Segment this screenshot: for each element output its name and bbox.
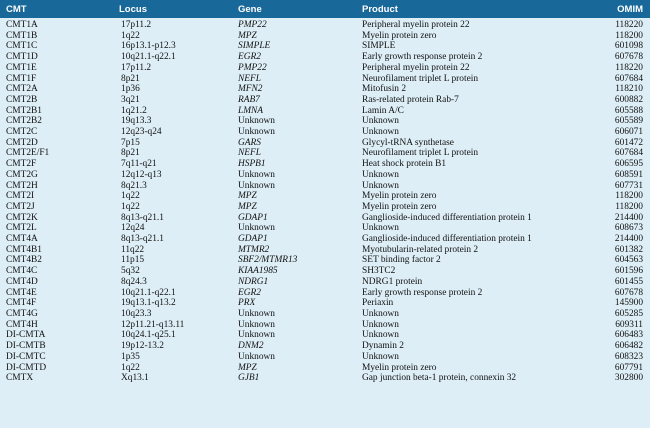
table-row (0, 330, 650, 341)
cmt-cell: CMT4C (6, 266, 38, 277)
cmt-cell: CMT2B1 (6, 105, 42, 116)
cmt-cell: CMT1E (6, 62, 37, 73)
table-row (0, 95, 650, 106)
gene-cell: GDAP1 (238, 212, 268, 223)
locus-cell: 10q21.1-q22.1 (121, 52, 176, 63)
gene-cell: GDAP1 (238, 234, 268, 245)
locus-cell: 12q24 (121, 223, 145, 234)
locus-cell: 8p21 (121, 73, 140, 84)
locus-cell: 12q23-q24 (121, 127, 162, 138)
table-row (0, 245, 650, 256)
gene-cell: EGR2 (238, 287, 261, 298)
locus-cell: 12p11.21-q13.11 (121, 319, 185, 330)
table-row (0, 170, 650, 181)
omim-cell: 606482 (614, 341, 643, 352)
omim-cell: 608673 (614, 223, 643, 234)
table-row (0, 191, 650, 202)
table-row (0, 138, 650, 149)
product-cell: Myelin protein zero (362, 30, 437, 41)
table-row (0, 74, 650, 85)
cmt-cell: CMT4E (6, 287, 37, 298)
locus-cell: 10q23.3 (121, 308, 152, 319)
locus-cell: 11q22 (121, 244, 145, 255)
cmt-cell: CMT2K (6, 212, 38, 223)
cmt-cell: CMT4H (6, 319, 38, 330)
gene-cell: GJB1 (238, 373, 260, 384)
gene-cell: SBF2/MTMR13 (238, 255, 298, 266)
product-cell: Myelin protein zero (362, 201, 437, 212)
cmt-cell: CMT1F (6, 73, 37, 84)
product-cell: Peripheral myelin protein 22 (362, 62, 470, 73)
gene-cell: Unknown (238, 127, 275, 138)
locus-cell: 16p13.1-p12.3 (121, 41, 176, 52)
product-cell: Early growth response protein 2 (362, 287, 483, 298)
locus-cell: 17p11.2 (121, 62, 152, 73)
gene-cell: RAB7 (238, 94, 260, 105)
table-row (0, 31, 650, 42)
product-cell: Ras-related protein Rab-7 (362, 94, 459, 105)
table-row (0, 277, 650, 288)
product-cell: Gap junction beta-1 protein, connexin 32 (362, 373, 517, 384)
locus-cell: 1p36 (121, 84, 140, 95)
omim-cell: 608591 (614, 169, 643, 180)
locus-cell: 10q21.1-q22.1 (121, 287, 176, 298)
cmt-cell: CMT4B1 (6, 244, 42, 255)
locus-cell: 11p15 (121, 255, 145, 266)
omim-cell: 601472 (614, 137, 643, 148)
gene-cell: Unknown (238, 308, 275, 319)
product-cell: Myelin protein zero (362, 191, 437, 202)
table-row (0, 223, 650, 234)
cmt-cell: CMT4G (6, 308, 38, 319)
product-cell: Neurofilament triplet L protein (362, 148, 479, 159)
omim-cell: 604563 (614, 255, 643, 266)
product-cell: Unknown (362, 223, 399, 234)
locus-cell: 8q21.3 (121, 180, 147, 191)
table-row (0, 84, 650, 95)
cmt-cell: DI-CMTA (6, 330, 46, 341)
table-row (0, 320, 650, 331)
locus-cell: 5q32 (121, 266, 140, 277)
cmt-cell: CMT2C (6, 127, 38, 138)
omim-cell: 302800 (614, 373, 643, 384)
gene-cell: MPZ (238, 362, 257, 373)
table-row (0, 255, 650, 266)
cmt-cell: CMT4B2 (6, 255, 42, 266)
product-cell: Myelin protein zero (362, 362, 437, 373)
gene-cell: PRX (238, 298, 256, 309)
cmt-cell: CMT2J (6, 201, 35, 212)
header-cmt: CMT (0, 0, 119, 18)
gene-cell: NEFL (238, 73, 261, 84)
header-gene: Gene (238, 0, 362, 18)
cmt-cell: CMT4D (6, 276, 38, 287)
cmt-cell: CMT2B (6, 94, 38, 105)
product-cell: Unknown (362, 169, 399, 180)
table-row (0, 341, 650, 352)
locus-cell: 1q21.2 (121, 105, 147, 116)
omim-cell: 600882 (614, 94, 643, 105)
product-cell: Heat shock protein B1 (362, 159, 447, 170)
table-row (0, 309, 650, 320)
gene-cell: GARS (238, 137, 261, 148)
locus-cell: 8p21 (121, 148, 140, 159)
gene-cell: PMP22 (238, 20, 267, 30)
omim-cell: 605588 (614, 105, 643, 116)
cmt-cell: CMT4F (6, 298, 37, 309)
locus-cell: 17p11.2 (121, 20, 152, 30)
cmt-cell: CMT2G (6, 169, 38, 180)
omim-cell: 214400 (614, 234, 643, 245)
product-cell: Neurofilament triplet L protein (362, 73, 479, 84)
omim-cell: 607731 (614, 180, 643, 191)
locus-cell: 1q22 (121, 362, 140, 373)
table-row (0, 181, 650, 192)
omim-cell: 606071 (614, 127, 643, 138)
omim-cell: 118220 (615, 62, 643, 73)
header-omim: OMIM (598, 0, 650, 18)
table-row (0, 116, 650, 127)
omim-cell: 118200 (615, 30, 643, 41)
header-row (0, 0, 650, 18)
locus-cell: 10q24.1-q25.1 (121, 330, 176, 341)
product-cell: Ganglioside-induced differentiation protein 1 (362, 234, 532, 245)
product-cell: SIMPLE (362, 41, 396, 52)
cmt-cell: CMTX (6, 373, 34, 384)
locus-cell: 7q11-q21 (121, 159, 157, 170)
product-cell: Unknown (362, 319, 399, 330)
gene-cell: Unknown (238, 223, 275, 234)
cmt-cell: CMT1A (6, 20, 38, 30)
table-row (0, 352, 650, 363)
omim-cell: 607684 (614, 73, 643, 84)
header-product: Product (362, 0, 598, 18)
omim-cell: 601455 (614, 276, 643, 287)
table-row (0, 148, 650, 159)
gene-cell: NEFL (238, 148, 261, 159)
product-cell: Early growth response protein 2 (362, 52, 483, 63)
cmt-cell: CMT2A (6, 84, 38, 95)
cmt-cell: DI-CMTB (6, 341, 46, 352)
locus-cell: Xq13.1 (121, 373, 149, 384)
product-cell: Lamin A/C (362, 105, 404, 116)
locus-cell: 19q13.1-q13.2 (121, 298, 176, 309)
table-header (0, 0, 650, 18)
product-cell: Unknown (362, 351, 399, 362)
table-row (0, 266, 650, 277)
product-cell: Peripheral myelin protein 22 (362, 20, 470, 30)
table-row (0, 363, 650, 374)
header-locus: Locus (119, 0, 238, 18)
locus-cell: 8q13-q21.1 (121, 212, 164, 223)
omim-cell: 608323 (614, 351, 643, 362)
cmt-cell: CMT4A (6, 234, 38, 245)
gene-cell: NDRG1 (238, 276, 269, 287)
omim-cell: 118210 (615, 84, 643, 95)
gene-cell: Unknown (238, 319, 275, 330)
table-row (0, 234, 650, 245)
table-row (0, 127, 650, 138)
omim-cell: 118220 (615, 20, 643, 30)
cmt-cell: CMT1B (6, 30, 38, 41)
locus-cell: 1q22 (121, 30, 140, 41)
gene-cell: MPZ (238, 191, 257, 202)
product-cell: Periaxin (362, 298, 394, 309)
gene-cell: MPZ (238, 201, 257, 212)
cmt-cell: CMT2L (6, 223, 37, 234)
gene-cell: Unknown (238, 116, 275, 127)
omim-cell: 609311 (615, 319, 643, 330)
omim-cell: 605285 (614, 308, 643, 319)
table-row (0, 63, 650, 74)
product-cell: Mitofusin 2 (362, 84, 407, 95)
locus-cell: 7p15 (121, 137, 140, 148)
table-body (0, 18, 650, 384)
table-row (0, 18, 650, 31)
omim-cell: 145900 (614, 298, 643, 309)
cmt-cell: CMT2E/F1 (6, 148, 50, 159)
product-cell: Unknown (362, 127, 399, 138)
gene-cell: Unknown (238, 330, 275, 341)
locus-cell: 3q21 (121, 94, 140, 105)
cmt-cell: DI-CMTD (6, 362, 47, 373)
gene-cell: HSPB1 (238, 159, 266, 170)
omim-cell: 607791 (614, 362, 643, 373)
gene-cell: PMP22 (238, 62, 267, 73)
omim-cell: 214400 (614, 212, 643, 223)
gene-cell: KIAA1985 (238, 266, 278, 277)
table-row (0, 202, 650, 213)
omim-cell: 601382 (614, 244, 643, 255)
product-cell: Dynamin 2 (362, 341, 404, 352)
omim-cell: 606483 (614, 330, 643, 341)
gene-cell: Unknown (238, 351, 275, 362)
cmt-cell: CMT2I (6, 191, 35, 202)
cmt-cell: CMT1C (6, 41, 38, 52)
locus-cell: 19p12-13.2 (121, 341, 164, 352)
product-cell: Unknown (362, 330, 399, 341)
gene-cell: Unknown (238, 180, 275, 191)
gene-cell: MPZ (238, 30, 257, 41)
omim-cell: 118200 (615, 191, 643, 202)
product-cell: Myotubularin-related protein 2 (362, 244, 479, 255)
product-cell: Unknown (362, 180, 399, 191)
product-cell: SET binding factor 2 (362, 255, 441, 266)
table-row (0, 52, 650, 63)
table-row (0, 288, 650, 299)
locus-cell: 1p35 (121, 351, 140, 362)
table-row (0, 159, 650, 170)
product-cell: Unknown (362, 308, 399, 319)
omim-cell: 601098 (614, 41, 643, 52)
locus-cell: 8q24.3 (121, 276, 147, 287)
gene-cell: Unknown (238, 169, 275, 180)
omim-cell: 607684 (614, 148, 643, 159)
product-cell: NDRG1 protein (362, 276, 423, 287)
gene-cell: LMNA (238, 105, 264, 116)
table-row (0, 106, 650, 117)
gene-cell: EGR2 (238, 52, 261, 63)
gene-cell: DNM2 (238, 341, 264, 352)
locus-cell: 19q13.3 (121, 116, 152, 127)
table-row (0, 213, 650, 224)
cmt-cell: CMT2F (6, 159, 37, 170)
omim-cell: 606595 (614, 159, 643, 170)
omim-cell: 607678 (614, 287, 643, 298)
cmt-cell: DI-CMTC (6, 351, 46, 362)
product-cell: SH3TC2 (362, 266, 396, 277)
omim-cell: 118200 (615, 201, 643, 212)
locus-cell: 8q13-q21.1 (121, 234, 164, 245)
omim-cell: 601596 (614, 266, 643, 277)
cmt-cell: CMT2B2 (6, 116, 42, 127)
product-cell: Unknown (362, 116, 399, 127)
table-row (0, 298, 650, 309)
product-cell: Ganglioside-induced differentiation protein 1 (362, 212, 532, 223)
table-row (0, 373, 650, 384)
product-cell: Glycyl-tRNA synthetase (362, 137, 454, 148)
locus-cell: 12q12-q13 (121, 169, 162, 180)
omim-cell: 607678 (614, 52, 643, 63)
gene-cell: SIMPLE (238, 41, 271, 52)
cmt-cell: CMT2H (6, 180, 38, 191)
omim-cell: 605589 (614, 116, 643, 127)
cmt-cell: CMT2D (6, 137, 38, 148)
gene-cell: MTMR2 (238, 244, 270, 255)
table-row (0, 41, 650, 52)
locus-cell: 1q22 (121, 191, 140, 202)
locus-cell: 1q22 (121, 201, 140, 212)
cmt-cell: CMT1D (6, 52, 38, 63)
gene-cell: MFN2 (238, 84, 263, 95)
